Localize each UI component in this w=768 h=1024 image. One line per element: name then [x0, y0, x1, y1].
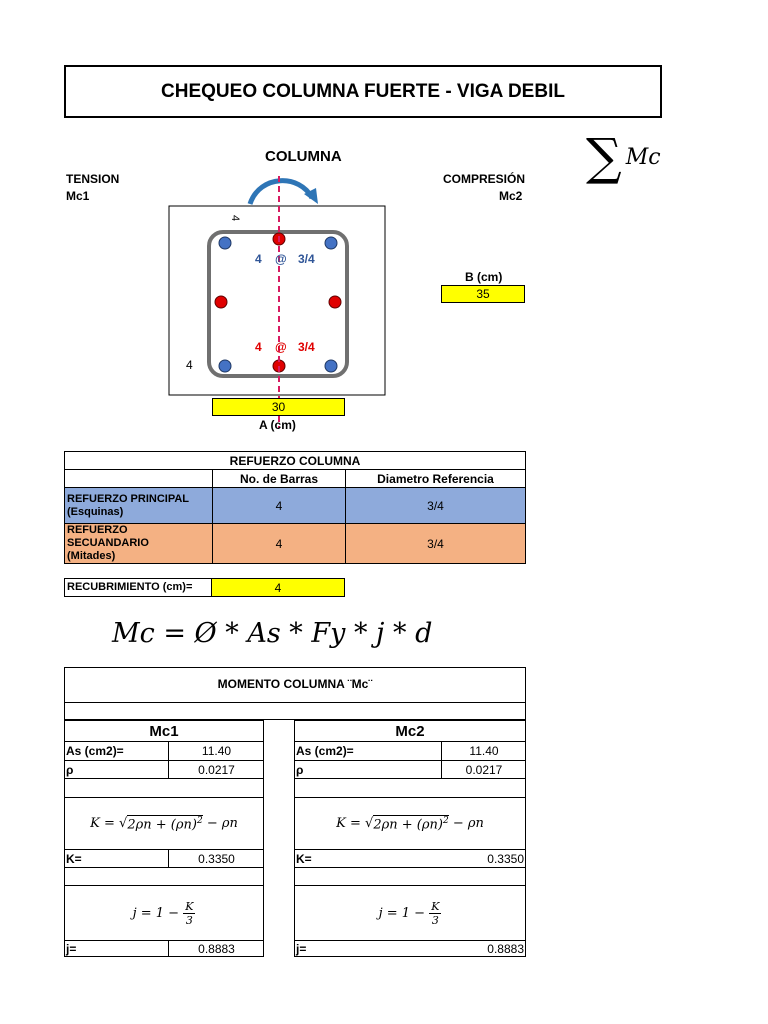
mc2-label: Mc2 [499, 189, 523, 203]
mc1-line [64, 778, 264, 779]
k-formula-rad: 2ρn + (ρn) [127, 817, 197, 833]
principal-label: REFUERZO PRINCIPAL [67, 492, 190, 505]
red-bar-diameter: 3/4 [298, 340, 315, 354]
mc2-as-label: As (cm2)= [296, 744, 354, 758]
j-fraction [183, 900, 195, 927]
mc1-rho-label: ρ [66, 762, 74, 777]
sum-mc-formula [586, 128, 661, 186]
b-value-field[interactable]: 35 [441, 285, 525, 303]
columna-label: COLUMNA [265, 148, 342, 165]
mc2-k-formula [294, 798, 526, 849]
mc2-rho-value[interactable]: 0.0217 [465, 762, 503, 777]
secundario-label: REFUERZO SECUANDARIO [67, 524, 149, 549]
j-fraction-num: K [185, 899, 194, 913]
sqrt-icon: √ [365, 816, 374, 831]
j-fraction [429, 900, 441, 927]
principal-bars[interactable]: 4 [213, 488, 346, 524]
blue-bar-diameter: 3/4 [298, 252, 315, 266]
mc2-j-label: j= [296, 942, 307, 956]
corner-bar [219, 237, 231, 249]
momento-title: MOMENTO COLUMNA ¨Mc¨ [217, 677, 373, 691]
j-fraction-den: 3 [431, 913, 439, 927]
corner-bar [219, 360, 231, 372]
sqrt-icon: √ [119, 816, 128, 831]
k-formula-sup: 2 [196, 815, 203, 826]
blue-bar-at: @ [275, 252, 287, 266]
main-formula: Mc = Ø * As * Fy * j * d [112, 618, 433, 649]
red-bar-count: 4 [255, 340, 262, 354]
cover-left-label: 4 [186, 358, 193, 372]
mc1-j-label: j= [66, 942, 77, 956]
mc1-k-formula [64, 798, 264, 849]
column-section-drawing [150, 172, 400, 432]
k-formula-sup: 2 [442, 815, 449, 826]
j-formula-lhs: j = 1 − [132, 905, 180, 921]
mid-bar [329, 296, 341, 308]
secundario-sub: (Mitades) [67, 550, 116, 562]
principal-diam[interactable]: 3/4 [346, 488, 526, 524]
j-fraction-den: 3 [185, 913, 193, 927]
mc2-k-label: K= [296, 851, 312, 866]
col-bars-header: No. de Barras [213, 470, 346, 488]
mc2-rho-label: ρ [296, 762, 304, 777]
principal-sub: (Esquinas) [67, 505, 124, 518]
mc1-label: Mc1 [66, 189, 90, 203]
mc1-as-label: As (cm2)= [66, 744, 124, 758]
k-formula-lhs: K = [90, 816, 115, 831]
corner-bar [325, 360, 337, 372]
refuerzo-table-title: REFUERZO COLUMNA [65, 452, 526, 470]
mc2-k-value[interactable]: 0.3350 [487, 851, 524, 866]
principal-row [65, 488, 526, 524]
col-diam-header: Diametro Referencia [346, 470, 526, 488]
mc1-as-value[interactable]: 11.40 [201, 744, 232, 758]
sigma-icon: ∑ [586, 128, 622, 186]
k-formula-rad: 2ρn + (ρn) [373, 817, 443, 833]
k-formula-tail: − ρn [452, 816, 484, 831]
momento-spacer [64, 702, 526, 720]
recubrimiento-field[interactable]: 4 [211, 578, 345, 597]
mc1-line [64, 867, 264, 868]
cover-top-label: 4 [229, 214, 242, 222]
k-formula-lhs: K = [336, 816, 361, 831]
secundario-diam[interactable]: 3/4 [346, 524, 526, 564]
recubrimiento-label: RECUBRIMIENTO (cm)= [64, 578, 212, 597]
compresion-label: COMPRESIÓN [443, 172, 526, 186]
a-value-field[interactable]: 30 [212, 398, 345, 416]
secundario-bars[interactable]: 4 [213, 524, 346, 564]
mc2-as-value[interactable]: 11.40 [469, 744, 499, 758]
a-label: A (cm) [259, 418, 296, 432]
k-formula-tail: − ρn [206, 816, 238, 831]
b-label: B (cm) [465, 270, 503, 284]
k-formula-radicand [373, 815, 448, 832]
corner-bar [325, 237, 337, 249]
refuerzo-table [64, 451, 526, 564]
empty-header-cell [65, 470, 213, 488]
mid-bar [215, 296, 227, 308]
blue-bar-count: 4 [255, 252, 262, 266]
sum-mc-label: Mc [625, 144, 661, 170]
mc2-header: Mc2 [395, 722, 425, 740]
red-bar-at: @ [275, 340, 287, 354]
j-formula-lhs: j = 1 − [378, 905, 426, 921]
mc1-header: Mc1 [149, 722, 179, 740]
mc1-k-value[interactable]: 0.3350 [198, 851, 235, 866]
mc1-rho-value[interactable]: 0.0217 [198, 762, 235, 777]
moment-arrow-icon [250, 181, 312, 204]
mc1-j-value[interactable]: 0.8883 [198, 942, 235, 956]
mc2-line [294, 867, 526, 868]
j-fraction-num: K [431, 899, 440, 913]
page-title: CHEQUEO COLUMNA FUERTE - VIGA DEBIL [64, 65, 662, 118]
secundario-row [65, 524, 526, 564]
mc2-line [294, 778, 526, 779]
mc2-j-formula [294, 886, 526, 940]
mc1-k-label: K= [66, 851, 82, 866]
mc2-j-value[interactable]: 0.8883 [487, 942, 524, 956]
k-formula-radicand [127, 815, 202, 832]
tension-label: TENSION [66, 172, 120, 186]
principal-label-cell [65, 488, 213, 524]
mc1-j-formula [64, 886, 264, 940]
secundario-label-cell [65, 524, 213, 564]
